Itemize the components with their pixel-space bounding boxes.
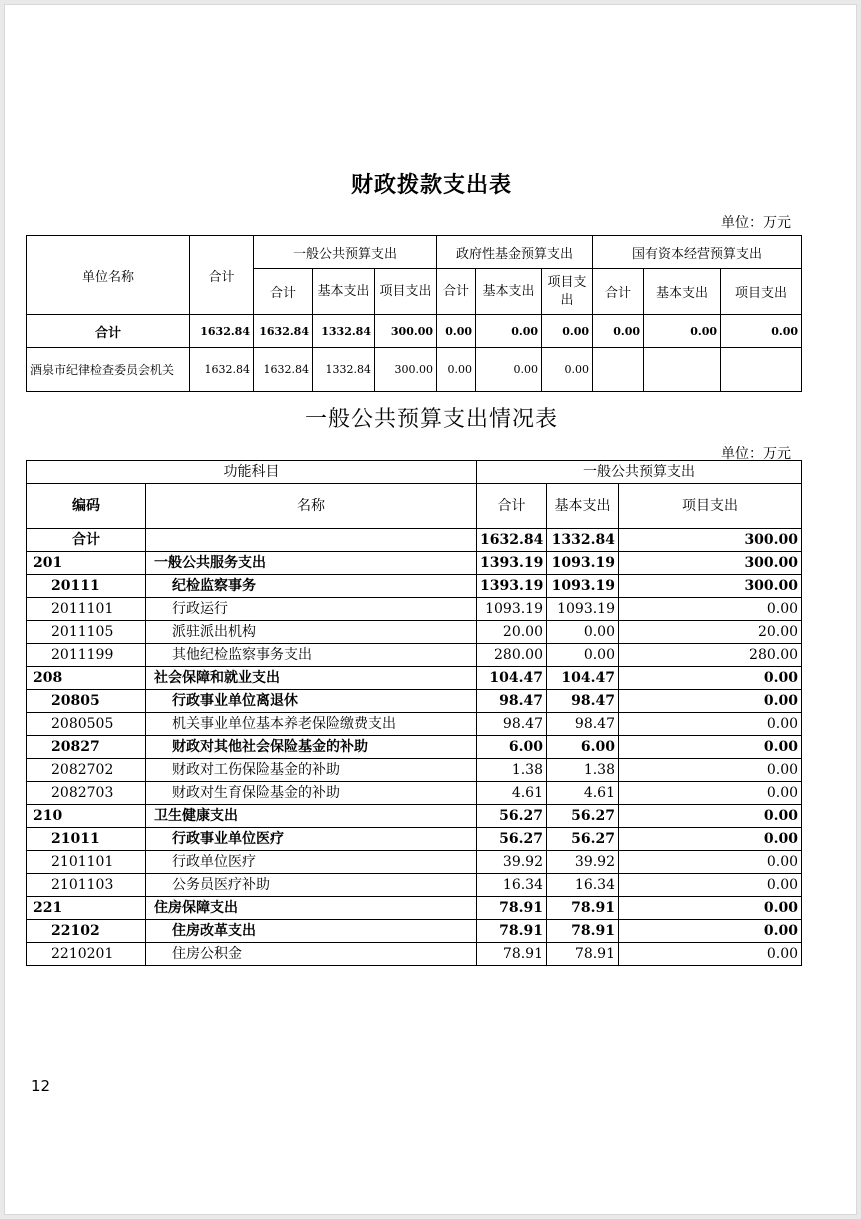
- code-cell: 208: [27, 667, 146, 690]
- amount-cell: 78.91: [477, 920, 547, 943]
- name-cell: 财政对其他社会保险基金的补助: [146, 736, 477, 759]
- amount-cell: 0.00: [619, 690, 802, 713]
- amount-cell: 1632.84: [477, 529, 547, 552]
- name-cell: 机关事业单位基本养老保险缴费支出: [146, 713, 477, 736]
- code-cell: 20111: [27, 575, 146, 598]
- header-code: 编码: [27, 484, 146, 529]
- code-cell: 2011105: [27, 621, 146, 644]
- table1-unit: 单位：万元: [721, 215, 791, 231]
- header-total: 合计: [477, 484, 547, 529]
- document-page: [4, 4, 857, 1215]
- header-project: 项目支出: [619, 484, 802, 529]
- header-sub: 基本支出: [313, 269, 375, 315]
- code-cell: 2210201: [27, 943, 146, 966]
- table-row: [27, 348, 802, 392]
- amount-cell: 56.27: [477, 805, 547, 828]
- table-row: [27, 598, 802, 621]
- cell: 0.00: [437, 348, 476, 392]
- amount-cell: 104.47: [477, 667, 547, 690]
- amount-cell: 98.47: [477, 690, 547, 713]
- name-cell: 派驻派出机构: [146, 621, 477, 644]
- table-row: [27, 759, 802, 782]
- table2-title: 一般公共预算支出情况表: [304, 407, 558, 432]
- table1-title: 财政拨款支出表: [350, 172, 512, 198]
- cell: 0.00: [593, 315, 644, 348]
- header-gov-fund: 政府性基金预算支出: [437, 236, 593, 269]
- name-cell: [146, 529, 477, 552]
- name-cell: 纪检监察事务: [146, 575, 477, 598]
- amount-cell: 4.61: [477, 782, 547, 805]
- amount-cell: 0.00: [619, 828, 802, 851]
- amount-cell: 98.47: [547, 690, 619, 713]
- cell: 0.00: [721, 315, 802, 348]
- amount-cell: 0.00: [619, 943, 802, 966]
- amount-cell: 16.34: [547, 874, 619, 897]
- code-cell: 21011: [27, 828, 146, 851]
- amount-cell: 78.91: [477, 943, 547, 966]
- amount-cell: 0.00: [619, 874, 802, 897]
- amount-cell: 1093.19: [547, 552, 619, 575]
- header-unit-name: 单位名称: [27, 236, 190, 315]
- amount-cell: 1093.19: [547, 598, 619, 621]
- amount-cell: 1332.84: [547, 529, 619, 552]
- code-cell: 2101103: [27, 874, 146, 897]
- amount-cell: 20.00: [477, 621, 547, 644]
- cell: 0.00: [476, 348, 542, 392]
- amount-cell: 56.27: [547, 828, 619, 851]
- name-cell: 行政事业单位医疗: [146, 828, 477, 851]
- cell: 300.00: [375, 315, 437, 348]
- amount-cell: 0.00: [619, 851, 802, 874]
- code-cell: 221: [27, 897, 146, 920]
- amount-cell: 56.27: [477, 828, 547, 851]
- header-sub: 基本支出: [476, 269, 542, 315]
- table-row: [27, 552, 802, 575]
- name-cell: 其他纪检监察事务支出: [146, 644, 477, 667]
- code-cell: 201: [27, 552, 146, 575]
- table-row: [27, 529, 802, 552]
- amount-cell: 1393.19: [477, 575, 547, 598]
- table-row: [27, 621, 802, 644]
- amount-cell: 78.91: [547, 920, 619, 943]
- cell: 1632.84: [254, 348, 313, 392]
- amount-cell: 1.38: [477, 759, 547, 782]
- cell: 0.00: [437, 315, 476, 348]
- cell: [721, 348, 802, 392]
- amount-cell: 98.47: [547, 713, 619, 736]
- table-row: [27, 690, 802, 713]
- cell: 1632.84: [254, 315, 313, 348]
- cell: 1332.84: [313, 348, 375, 392]
- table-row: [27, 943, 802, 966]
- amount-cell: 300.00: [619, 575, 802, 598]
- table-row: [27, 315, 802, 348]
- table2-unit: 单位：万元: [721, 446, 791, 462]
- header-basic: 基本支出: [547, 484, 619, 529]
- name-cell: 卫生健康支出: [146, 805, 477, 828]
- table-row: [27, 667, 802, 690]
- name-cell: 行政运行: [146, 598, 477, 621]
- code-cell: 2082702: [27, 759, 146, 782]
- amount-cell: 4.61: [547, 782, 619, 805]
- header-sub: 合计: [593, 269, 644, 315]
- table-row: [27, 828, 802, 851]
- table-row: [27, 874, 802, 897]
- cell: 0.00: [476, 315, 542, 348]
- cell: 1632.84: [190, 315, 254, 348]
- code-cell: 2011199: [27, 644, 146, 667]
- header-general-budget: 一般公共预算支出: [477, 461, 802, 484]
- name-cell: 财政对工伤保险基金的补助: [146, 759, 477, 782]
- header-sub: 基本支出: [644, 269, 721, 315]
- amount-cell: 280.00: [477, 644, 547, 667]
- amount-cell: 0.00: [619, 782, 802, 805]
- name-cell: 行政事业单位离退休: [146, 690, 477, 713]
- table-row: [27, 805, 802, 828]
- table-row: [27, 713, 802, 736]
- amount-cell: 300.00: [619, 552, 802, 575]
- cell: 0.00: [542, 348, 593, 392]
- table-row: [27, 920, 802, 943]
- amount-cell: 0.00: [547, 621, 619, 644]
- amount-cell: 1393.19: [477, 552, 547, 575]
- code-cell: 2011101: [27, 598, 146, 621]
- name-cell: 行政单位医疗: [146, 851, 477, 874]
- amount-cell: 78.91: [547, 897, 619, 920]
- page-number: 12: [31, 1077, 51, 1095]
- amount-cell: 300.00: [619, 529, 802, 552]
- amount-cell: 6.00: [477, 736, 547, 759]
- name-cell: 公务员医疗补助: [146, 874, 477, 897]
- row-label: 酒泉市纪律检查委员会机关: [27, 348, 190, 392]
- header-sub: 项目支出: [375, 269, 437, 315]
- code-cell: 2082703: [27, 782, 146, 805]
- header-state-capital: 国有资本经营预算支出: [593, 236, 802, 269]
- amount-cell: 39.92: [547, 851, 619, 874]
- amount-cell: 6.00: [547, 736, 619, 759]
- table-row: [27, 897, 802, 920]
- header-name: 名称: [146, 484, 477, 529]
- amount-cell: 0.00: [547, 644, 619, 667]
- table-row: [27, 575, 802, 598]
- code-cell: 2080505: [27, 713, 146, 736]
- name-cell: 一般公共服务支出: [146, 552, 477, 575]
- amount-cell: 39.92: [477, 851, 547, 874]
- amount-cell: 0.00: [619, 713, 802, 736]
- amount-cell: 0.00: [619, 897, 802, 920]
- table-row: [27, 644, 802, 667]
- code-cell: 22102: [27, 920, 146, 943]
- row-label: 合计: [27, 315, 190, 348]
- name-cell: 财政对生育保险基金的补助: [146, 782, 477, 805]
- cell: 1332.84: [313, 315, 375, 348]
- general-budget-table: [26, 460, 802, 966]
- code-cell: 210: [27, 805, 146, 828]
- amount-cell: 0.00: [619, 736, 802, 759]
- name-cell: 社会保障和就业支出: [146, 667, 477, 690]
- cell: 0.00: [542, 315, 593, 348]
- table-row: [27, 851, 802, 874]
- amount-cell: 16.34: [477, 874, 547, 897]
- amount-cell: 0.00: [619, 805, 802, 828]
- name-cell: 住房公积金: [146, 943, 477, 966]
- fiscal-appropriation-table: [26, 235, 802, 392]
- amount-cell: 20.00: [619, 621, 802, 644]
- header-function-subject: 功能科目: [27, 461, 477, 484]
- amount-cell: 1093.19: [547, 575, 619, 598]
- amount-cell: 0.00: [619, 920, 802, 943]
- header-total: 合计: [190, 236, 254, 315]
- table-row: [27, 736, 802, 759]
- amount-cell: 1.38: [547, 759, 619, 782]
- amount-cell: 98.47: [477, 713, 547, 736]
- code-cell: 20827: [27, 736, 146, 759]
- header-sub: 合计: [254, 269, 313, 315]
- header-sub: 合计: [437, 269, 476, 315]
- cell: [593, 348, 644, 392]
- amount-cell: 0.00: [619, 759, 802, 782]
- amount-cell: 56.27: [547, 805, 619, 828]
- amount-cell: 0.00: [619, 667, 802, 690]
- cell: 300.00: [375, 348, 437, 392]
- code-cell: 20805: [27, 690, 146, 713]
- header-sub: 项目支出: [721, 269, 802, 315]
- amount-cell: 280.00: [619, 644, 802, 667]
- code-cell: 合计: [27, 529, 146, 552]
- amount-cell: 104.47: [547, 667, 619, 690]
- name-cell: 住房保障支出: [146, 897, 477, 920]
- cell: 0.00: [644, 315, 721, 348]
- table-row: [27, 782, 802, 805]
- cell: 1632.84: [190, 348, 254, 392]
- header-sub: 项目支出: [542, 269, 593, 315]
- cell: [644, 348, 721, 392]
- amount-cell: 1093.19: [477, 598, 547, 621]
- code-cell: 2101101: [27, 851, 146, 874]
- header-general-budget: 一般公共预算支出: [254, 236, 437, 269]
- amount-cell: 78.91: [547, 943, 619, 966]
- amount-cell: 0.00: [619, 598, 802, 621]
- name-cell: 住房改革支出: [146, 920, 477, 943]
- amount-cell: 78.91: [477, 897, 547, 920]
